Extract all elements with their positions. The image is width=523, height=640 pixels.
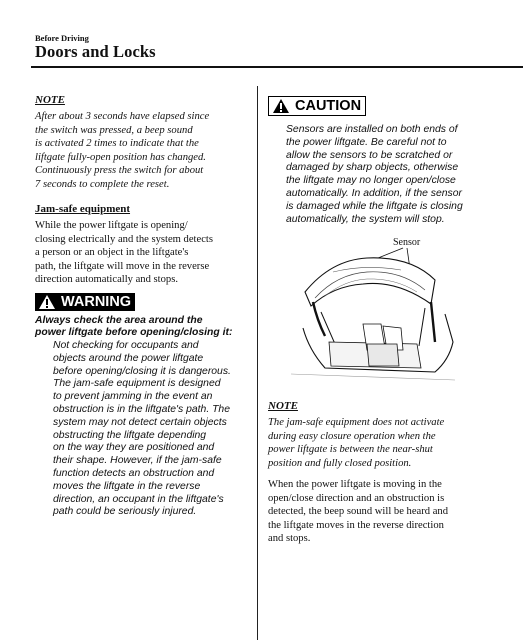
caution-label: CAUTION (295, 98, 362, 114)
text-line: and stops. (268, 533, 311, 544)
text-line: automatically, the system will stop. (286, 213, 445, 225)
caution-body (286, 124, 483, 226)
text-line: is activated 2 times to indicate that the (35, 138, 199, 149)
text-line: 7 seconds to complete the reset. (35, 178, 170, 190)
jam-safe-paragraph (35, 219, 248, 287)
text-line: the switch was pressed, a beep sound (35, 124, 193, 136)
text-line: objects around the power liftgate (53, 352, 204, 364)
warning-lead (35, 315, 248, 341)
obstruction-paragraph (268, 478, 483, 546)
text-line: during easy closure operation when the (268, 430, 436, 442)
text-line: damaged by sharp objects, otherwise (286, 162, 459, 174)
text-line: allow the sensors to be scratched or (286, 149, 453, 161)
text-line: When the power liftgate is moving in the (268, 479, 442, 490)
text-line: a person or an object in the liftgate's (35, 247, 189, 258)
text-line: power liftgate is between the near-shut (268, 444, 433, 455)
warning-triangle-icon (38, 294, 56, 310)
text-line: path, the liftgate will move in the reverse (35, 260, 210, 272)
note-heading: NOTE (268, 400, 298, 412)
text-line: path could be seriously injured. (53, 506, 197, 518)
text-line: function detects an obstruction and (53, 468, 215, 480)
right-column (268, 96, 483, 226)
text-line: Continuously press the switch for about (35, 165, 204, 176)
left-column (35, 94, 248, 519)
sensor-callout-label: Sensor (393, 237, 421, 248)
warning-label: WARNING (61, 293, 132, 310)
text-line: direction, an occupant in the liftgate's (53, 493, 224, 505)
text-line: to prevent jamming in the event an (53, 391, 213, 403)
text-line: While the power liftgate is opening/ (35, 220, 188, 231)
text-line: the liftgate moves in the reverse direction (268, 519, 444, 531)
title-rule (31, 66, 523, 68)
text-line: Sensors are installed on both ends of (286, 124, 458, 135)
warning-badge (35, 293, 135, 311)
note-heading: NOTE (35, 94, 65, 106)
right-note (268, 400, 483, 546)
text-line: power liftgate before opening/closing it: (35, 327, 233, 339)
text-line: obstructing the liftgate depending (53, 429, 207, 441)
text-line: system may not detect certain objects (53, 416, 227, 428)
note-body (35, 110, 248, 191)
text-line: open/close direction and an obstruction is (268, 492, 445, 504)
text-line: the power liftgate. Be careful not to (286, 136, 447, 148)
text-line: position and fully closed position. (268, 457, 412, 469)
text-line: obstruction is in the liftgate's path. The (53, 404, 230, 416)
jam-safe-heading: Jam-safe equipment (35, 203, 131, 215)
text-line: liftgate fully-open position has changed. (35, 151, 206, 163)
text-line: automatically. In addition, if the sensor (286, 187, 462, 199)
text-line: direction automatically and stops. (35, 274, 178, 285)
text-line: on the way they are positioned and (53, 442, 215, 454)
text-line: After about 3 seconds have elapsed since (35, 111, 210, 122)
section-label: Before Driving (35, 33, 89, 43)
text-line: The jam-safe equipment is designed (53, 378, 221, 390)
text-line: The jam-safe equipment does not activate (268, 417, 445, 428)
note-body (268, 416, 483, 470)
text-line: their shape. However, if the jam-safe (53, 455, 222, 467)
text-line: Always check the area around the (35, 314, 203, 326)
caution-badge (268, 96, 366, 116)
warning-body (53, 340, 248, 519)
text-line: detected, the beep sound will be heard and (268, 506, 449, 517)
text-line: is damaged while the liftgate is closing (286, 200, 463, 212)
text-line: moves the liftgate in the reverse (53, 480, 201, 492)
caution-triangle-icon (272, 98, 290, 114)
text-line: closing electrically and the system detects (35, 233, 213, 245)
text-line: before opening/closing it is dangerous. (53, 365, 231, 377)
column-divider (257, 86, 258, 640)
liftgate-sensor-illustration (285, 232, 461, 384)
text-line: Not checking for occupants and (53, 340, 199, 352)
page-title: Doors and Locks (35, 42, 156, 61)
text-line: the liftgate may no longer open/close (286, 175, 456, 187)
